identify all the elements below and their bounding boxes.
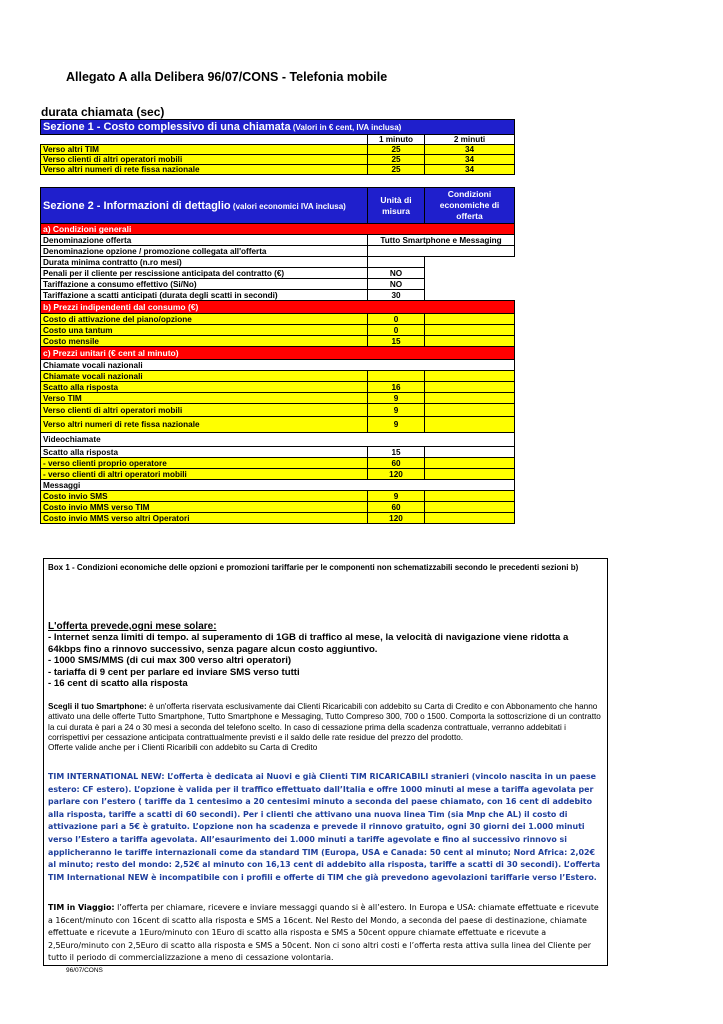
row-value: 15 [368,336,425,347]
row-label: Scatto alla risposta [41,382,368,393]
list-item: - Internet senza limiti di tempo. al superamento di 1GB di traffico al mese, la velocità di navigazione viene ridotta a 64kbps fino a rinnovo successivo, senza pagare alcun costo aggiuntivo. [48,632,569,655]
table-row [41,417,515,433]
table-row [41,513,515,524]
row-value: NO [368,279,425,290]
row-label: Verso altri numeri di rete fissa nazionale [41,165,368,175]
row-value [368,246,515,257]
row-label: Costo mensile [41,336,368,347]
row-value: 25 [368,145,425,155]
list-item: - 16 cent di scatto alla risposta [48,678,188,689]
viaggio-lead: TIM in Viaggio: [48,903,115,912]
row-label: Verso clienti di altri operatori mobili [41,155,368,165]
viaggio-text: l’offerta per chiamare, ricevere e inviare messaggi quando si è all’estero. In Europa e USA: chiamate effettuate e ricevute a 16cent/minuto con 16cent di scatto alla risposta e SMS a 16cent. Nel Resto del Mondo, a seconda del paese di destinazione, chiamate effettuate e ricevute a 1Euro/minuto con 1Euro di scatto alla risposta e SMS a 50cent oppure chiamate effettuate e ricevute a 2,5Euro/minuto con 2,5Euro di scatto alla risposta e SMS a 50cent. Non ci sono altri costi e l’offerta resta attiva sulla linea del Cliente per tutto il periodo di commercializzazione a meno di cessazione volontaria. [48,903,599,963]
col-2-minuti: 2 minuti [425,135,515,145]
col-1-minuto: 1 minuto [368,135,425,145]
row-label: Verso TIM [41,393,368,404]
table-row [41,469,515,480]
table-row [41,155,515,165]
row-label: Durata minima contratto (n.ro mesi) [41,257,368,268]
table-row [41,145,515,155]
row-value: 120 [368,469,425,480]
table-row [41,502,515,513]
smartphone-note: Offerte valide anche per i Clienti Ricaribili con addebito su Carta di Credito [48,743,318,753]
row-label: Penali per il cliente per rescissione anticipata del contratto (€) [41,268,368,279]
video-header: Videochiamate [41,433,515,447]
row-value: 34 [425,145,515,155]
box1-conditions [43,558,608,966]
offer-name-value: Tutto Smartphone e Messaging [368,235,515,246]
section1-table [40,119,515,175]
row-label: - verso clienti di altri operatori mobili [41,469,368,480]
row-value: 9 [368,417,425,433]
row-label: Tariffazione a consumo effettivo (Si/No) [41,279,368,290]
table-row [41,235,515,246]
section1-header [41,120,515,135]
table-row [41,447,515,458]
row-value [368,257,425,268]
table-row [41,491,515,502]
row-label: Costo invio MMS verso altri Operatori [41,513,368,524]
table-row [41,325,515,336]
voice-subheader: Chiamate vocali nazionali [41,371,515,382]
row-value: 9 [368,393,425,404]
table-row [41,165,515,175]
section1-colheads [41,135,515,145]
table-row [41,458,515,469]
row-label: Costo invio MMS verso TIM [41,502,368,513]
row-label: Costo invio SMS [41,491,368,502]
row-value: 25 [368,165,425,175]
table-row [41,268,515,279]
section-a-header: a) Condizioni generali [41,224,515,235]
row-value: 30 [368,290,425,301]
msg-header: Messaggi [41,480,515,491]
tim-international-paragraph: TIM INTERNATIONAL NEW: L’offerta è dedicata ai Nuovi e già Clienti TIM RICARICABILI stranieri (vincolo nascita in un paese estero: CF estero). L’opzione è valida per il traffico effettuato dall’Italia e offre 1000 minuti al mese a tariffa agevolata per parlare con l’estero ( tariffe da 1 centesimo a 20 centesimi minuto a seconda del paese chiamato, con 16 cent di addebito alla risposta, tariffe a scatti di 60 secondi). Per i clienti che attivano una nuova linea Tim (sia Mnp che AL) il costo di attivazione pari a 5€ è gratuito. L’opzione non ha scadenza e prevede il rinnovo gratuito, ogni 30 giorni dei 1.000 minuti verso l’Estero a tariffa agevolata. All’esaurimento dei 1.000 minuti a tariffe agevolate e fino al successivo rinnovo si applicheranno le tariffe internazionali come da standard TIM (Europa, USA e Canada: 50 cent al minuto; Nord Africa: 2,02€ al minuto; resto del mondo: 2,52€ al minuto con 16,13 cent di addebito alla risposta, tariffe a scatti di 30 secondi). L’offerta TIM International NEW è incompatibile con i profili e offerte di TIM che già prevedono agevolazioni tariffarie verso l’Estero. [48,772,601,882]
offer-list [48,632,604,690]
table-row [41,382,515,393]
voice-header: Chiamate vocali nazionali [41,360,515,371]
footer-ref: 96/07/CONS [66,967,103,974]
row-value: 25 [368,155,425,165]
row-label: Verso clienti di altri operatori mobili [41,404,368,417]
row-value: 60 [368,458,425,469]
row-label: Scatto alla risposta [41,447,368,458]
list-item: - 1000 SMS/MMS (di cui max 300 verso altri operatori) [48,655,292,666]
box1-title: Box 1 - Condizioni economiche delle opzioni e promozioni tariffarie per le componenti non schematizzabili secondo le precedenti sezioni b) [48,563,579,572]
table-row [41,393,515,404]
section1-note: (Valori in € cent, IVA inclusa) [292,123,402,132]
row-value: 120 [368,513,425,524]
row-label: Denominazione offerta [41,235,368,246]
smartphone-lead: Scegli il tuo Smartphone: [48,702,147,711]
row-label: Verso altri numeri di rete fissa nazionale [41,417,368,433]
table-row [41,314,515,325]
table-row [41,404,515,417]
row-value: 9 [368,491,425,502]
section-c-header: c) Prezzi unitari (€ cent al minuto) [41,347,515,360]
table-row [41,279,515,290]
row-label: - verso clienti proprio operatore [41,458,368,469]
section2-header [41,188,515,224]
tim-in-viaggio-paragraph [48,902,604,965]
section2-table [40,187,515,524]
row-label: Costo una tantum [41,325,368,336]
row-value: 0 [368,325,425,336]
section2-note: (valori economici IVA inclusa) [232,201,346,211]
row-value: 34 [425,155,515,165]
row-value: 9 [368,404,425,417]
row-value: 0 [368,314,425,325]
document-title: Allegato A alla Delibera 96/07/CONS - Telefonia mobile [66,70,388,84]
row-value: 16 [368,382,425,393]
duration-subtitle: durata chiamata (sec) [41,105,165,119]
row-value: 15 [368,447,425,458]
table-row [41,246,515,257]
section1-label: Sezione 1 - Costo complessivo di una chiamata [43,121,291,133]
row-label: Denominazione opzione / promozione collegata all'offerta [41,246,368,257]
section-b-header: b) Prezzi indipendenti dal consumo (€) [41,301,515,314]
table-row [41,290,515,301]
row-label: Verso altri TIM [41,145,368,155]
row-value: NO [368,268,425,279]
table-row [41,257,515,268]
section2-label: Sezione 2 - Informazioni di dettaglio [43,199,231,212]
table-row [41,336,515,347]
smartphone-text: è un'offerta riservata esclusivamente dai Clienti Ricaricabili con addebito su Carta di Credito e con Abbonamento che hanno attivato una delle offerte Tutto Smartphone, Tutto Smartphone e Messaging, Tutto Compreso 300, 700 o 1500. Comporta la sottoscrizione di un contratto la cui durata è pari a 24 o 30 mesi a seconda del telefono scelto. In caso di cessazione prima della scadenza contrattuale, verranno addebitati i corrispettivi per cessazione anticipata contrattualmente previsti e il saldo delle rate residue del prezzo del prodotto. [48,702,601,742]
col-unita-di-misura: Unità di misura [368,188,425,224]
offer-heading: L'offerta prevede,ogni mese solare: [48,621,217,632]
list-item: - tariaffa di 9 cent per parlare ed inviare SMS verso tutti [48,666,300,678]
row-label: Tariffazione a scatti anticipati (durata degli scatti in secondi) [41,290,368,301]
row-value: 34 [425,165,515,175]
smartphone-paragraph [48,702,604,753]
col-condizioni-economiche: Condizioni economiche di offerta [425,188,515,224]
row-value: 60 [368,502,425,513]
row-label: Costo di attivazione del piano/opzione [41,314,368,325]
